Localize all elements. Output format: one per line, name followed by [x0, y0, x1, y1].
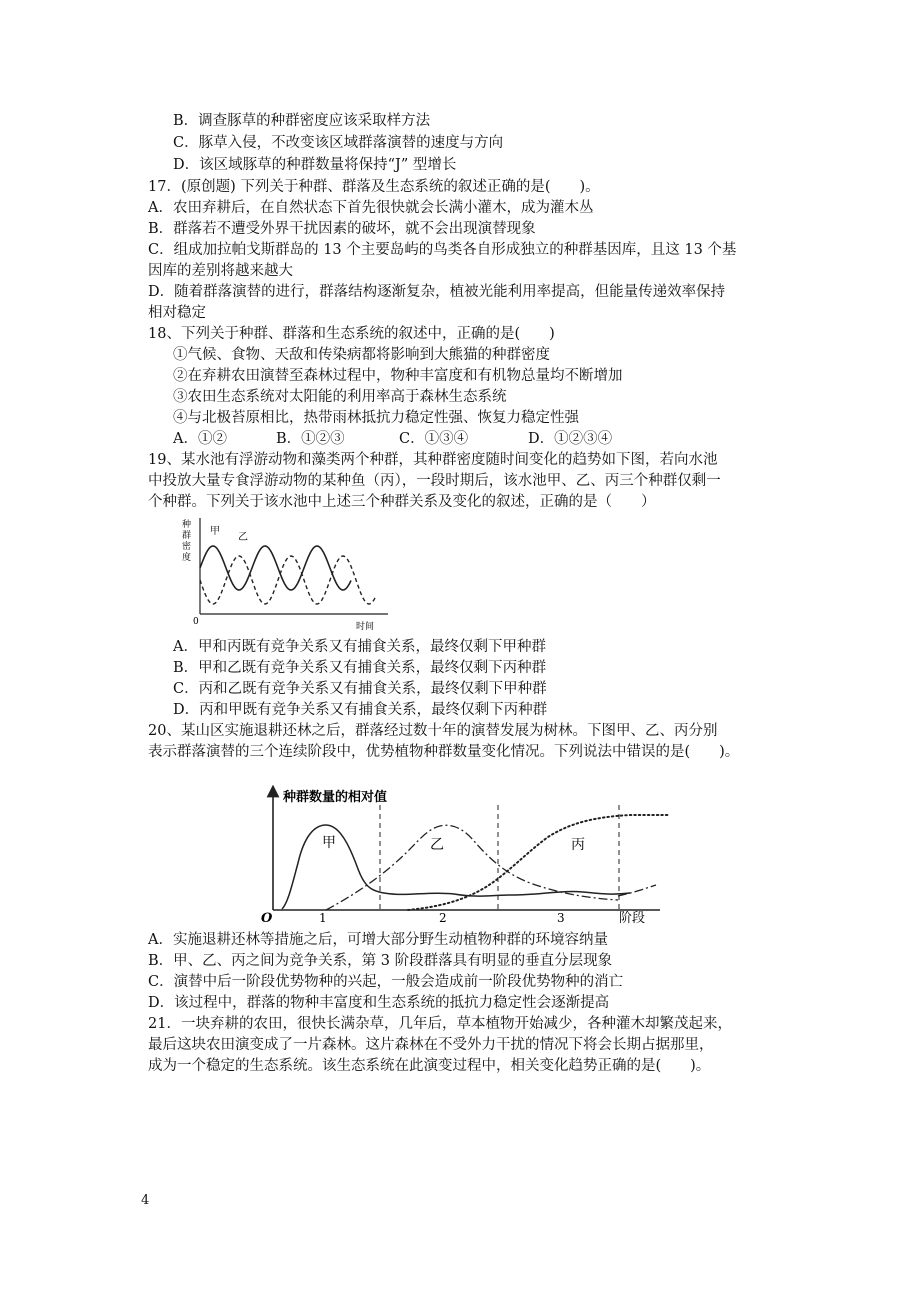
q18-option-c: C．①③④: [399, 431, 469, 447]
q19-curve-yi: [200, 556, 376, 604]
q19-xlabel: 时间: [356, 622, 375, 632]
q20-xlabel: 阶段: [619, 911, 646, 926]
q17-option-a: A．农田弃耕后，在自然状态下首先很快就会长满小灌木，成为灌木丛: [148, 200, 594, 216]
q20-tick-1: 1: [319, 911, 327, 925]
q19-stem-line1: 19、某水池有浮游动物和藻类两个种群，其种群密度随时间变化的趋势如下图，若向水池: [148, 452, 718, 468]
q19-label-yi: 乙: [238, 532, 248, 543]
q17-option-c-line1: C．组成加拉帕戈斯群岛的 13 个主要岛屿的鸟类各自形成独立的种群基因库，且这 13 个基: [148, 242, 737, 258]
q19-figure: [176, 514, 396, 632]
q19-label-jia: 甲: [210, 526, 220, 537]
q19-ylabel-2: 群: [182, 531, 192, 541]
q19-option-b: B．甲和乙既有竞争关系又有捕食关系，最终仅剩下丙种群: [173, 660, 547, 676]
q17-option-d-line2: 相对稳定: [148, 305, 206, 321]
q20-ylabel: 种群数量的相对值: [283, 790, 388, 805]
q17-stem: 17．(原创题) 下列关于种群、群落及生态系统的叙述正确的是( )。: [148, 179, 600, 195]
q20-label-bing: 丙: [571, 837, 585, 853]
q21-stem-line3: 成为一个稳定的生态系统。该生态系统在此演变过程中，相关变化趋势正确的是( )。: [148, 1058, 711, 1074]
q19-stem-line2: 中投放大量专食浮游动物的某种鱼（丙），一段时期后，该水池甲、乙、丙三个种群仅剩一: [148, 473, 721, 489]
q19-option-a: A．甲和丙既有竞争关系又有捕食关系，最终仅剩下甲种群: [173, 639, 546, 655]
q20-label-jia: 甲: [322, 835, 336, 851]
q16-option-c: C．豚草入侵，不改变该区域群落演替的速度与方向: [173, 135, 504, 151]
q19-option-c: C．丙和乙既有竞争关系又有捕食关系，最终仅剩下甲种群: [173, 681, 547, 697]
q20-origin: O: [261, 911, 273, 926]
q17-option-b: B．群落若不遭受外界干扰因素的破坏，就不会出现演替现象: [148, 221, 536, 237]
q19-origin: 0: [193, 617, 199, 627]
q19-graph: [176, 514, 396, 632]
page-number: 4: [141, 1193, 150, 1208]
q19-stem-line3: 个种群。下列关于该水池中上述三个种群关系及变化的叙述，正确的是（ ）: [148, 494, 656, 510]
q20-option-b: B．甲、乙、丙之间为竞争关系，第 3 阶段群落具有明显的垂直分层现象: [148, 953, 613, 969]
q19-curve-jia: [200, 546, 351, 590]
q20-option-a: A．实施退耕还林等措施之后，可增大部分野生动植物种群的环境容纳量: [148, 932, 608, 948]
q20-option-c: C．演替中后一阶段优势物种的兴起，一般会造成前一阶段优势物种的消亡: [148, 974, 624, 990]
q17-option-c-line2: 因库的差别将越来越大: [148, 263, 293, 279]
q20-tick-2: 2: [439, 911, 447, 925]
q18-option-a: A．①②: [173, 431, 227, 447]
q20-tick-3: 3: [557, 911, 565, 925]
q18-statement-4: ④与北极苔原相比，热带雨林抵抗力稳定性强、恢复力稳定性强: [173, 410, 579, 426]
q21-stem-line1: 21．一块弃耕的农田，很快长满杂草，几年后，草本植物开始减少，各种灌木却繁茂起来，: [148, 1016, 732, 1032]
q20-option-d: D．该过程中，群落的物种丰富度和生态系统的抵抗力稳定性会逐渐提高: [148, 995, 610, 1011]
q19-ylabel-1: 种: [182, 520, 192, 530]
q16-option-d: D．该区域豚草的种群数量将保持“J” 型增长: [173, 157, 457, 173]
q20-stem-line2: 表示群落演替的三个连续阶段中，优势植物种群数量变化情况。下列说法中错误的是( )。: [148, 744, 740, 760]
q18-option-b: B．①②③: [276, 431, 345, 447]
q20-stem-line1: 20、某山区实施退耕还林之后，群落经过数十年的演替发展为树林。下图甲、乙、丙分别: [148, 723, 718, 739]
q20-curve-yi-tail: [618, 885, 656, 896]
q18-option-d: D．①②③④: [528, 431, 613, 447]
q18-statement-1: ①气候、食物、天敌和传染病都将影响到大熊猫的种群密度: [173, 347, 550, 363]
q19-ylabel-3: 密: [182, 542, 192, 552]
q19-ylabel-4: 度: [182, 553, 192, 563]
q20-label-yi: 乙: [430, 837, 444, 853]
q18-statement-2: ②在弃耕农田演替至森林过程中，物种丰富度和有机物总量均不断增加: [173, 368, 623, 384]
q18-stem: 18、下列关于种群、群落和生态系统的叙述中，正确的是( ): [148, 326, 555, 342]
q18-statement-3: ③农田生态系统对太阳能的利用率高于森林生态系统: [173, 389, 507, 405]
q20-curve-bing: [408, 815, 668, 910]
q17-option-d-line1: D．随着群落演替的进行，群落结构逐渐复杂，植被光能利用率提高，但能量传递效率保持: [148, 284, 726, 300]
q20-graph: [258, 785, 670, 927]
q21-stem-line2: 最后这块农田演变成了一片森林。这片森林在不受外力干扰的情况下将会长期占据那里，: [148, 1037, 714, 1053]
q19-option-d: D．丙和甲既有竞争关系又有捕食关系，最终仅剩下丙种群: [173, 702, 548, 718]
q16-option-b: B．调查豚草的种群密度应该采取样方法: [173, 113, 431, 129]
q20-figure: [258, 785, 670, 927]
